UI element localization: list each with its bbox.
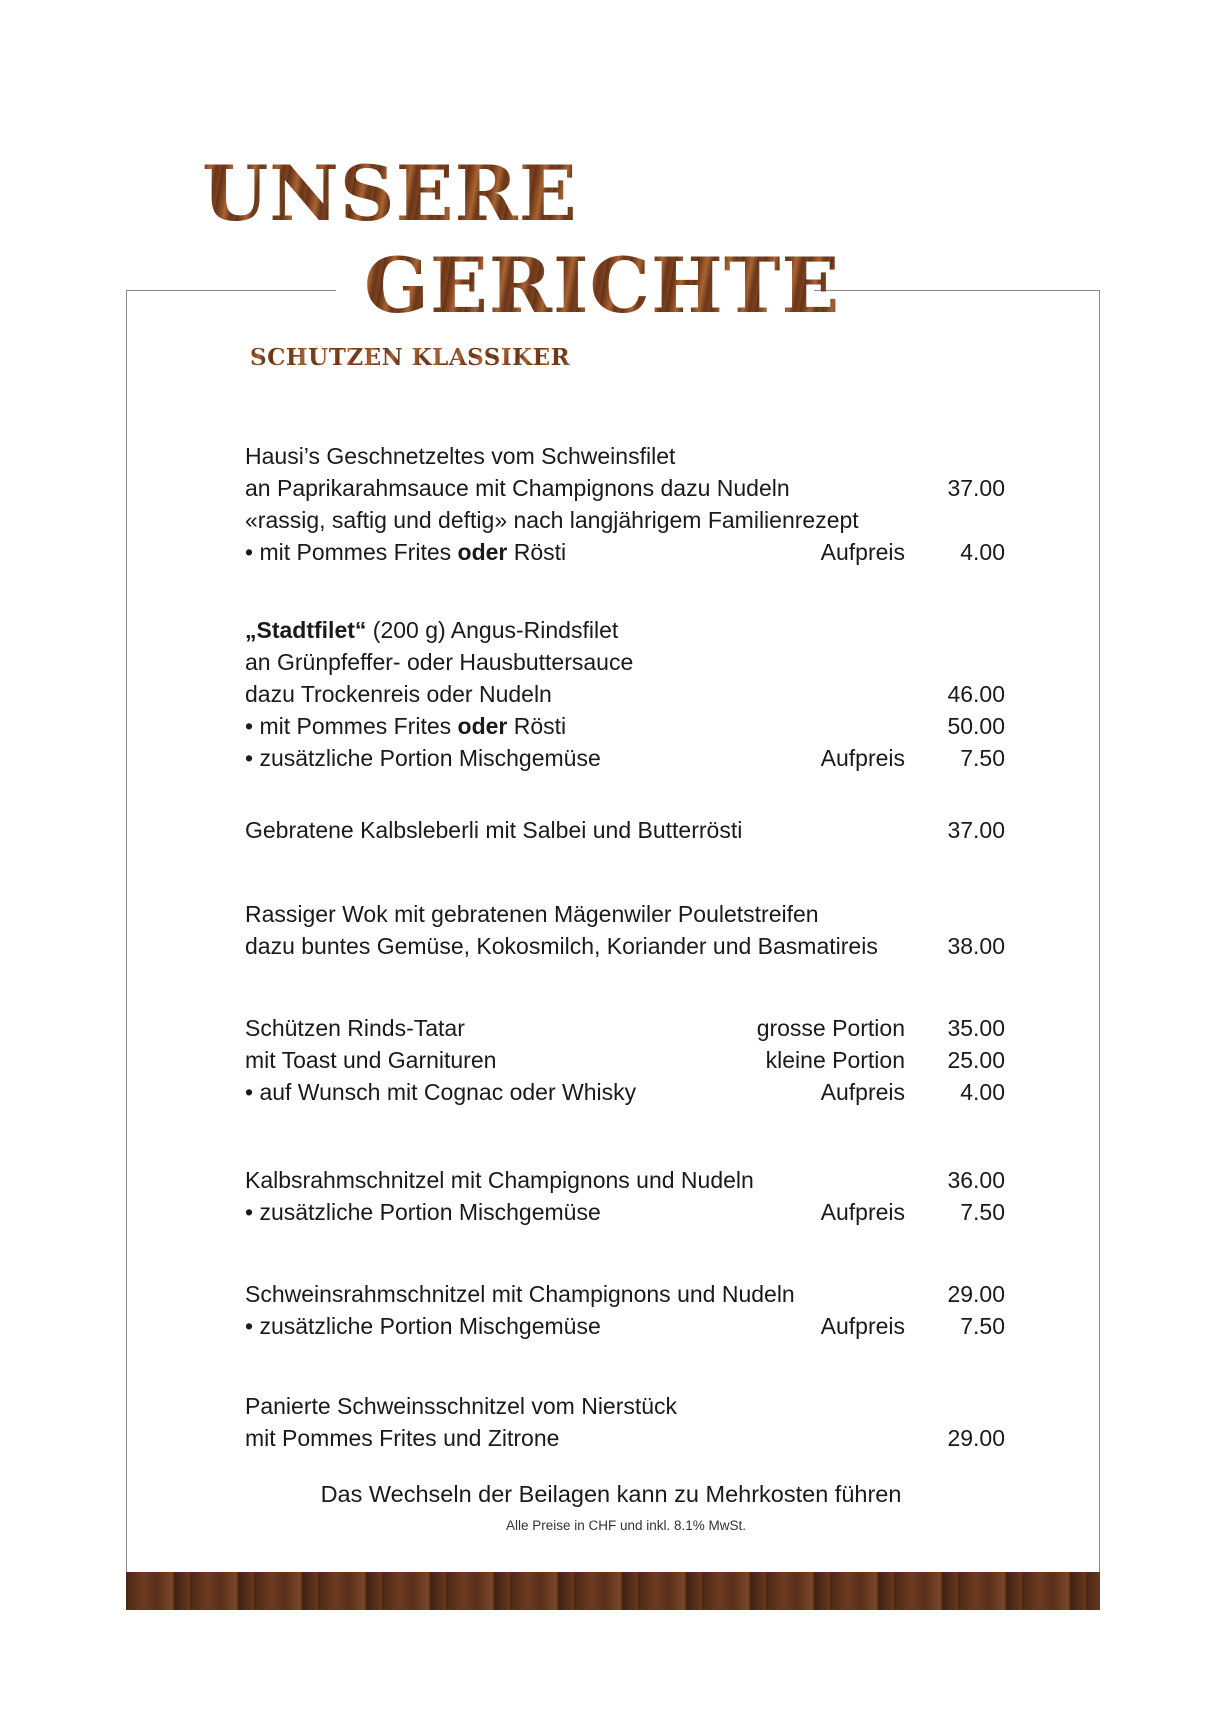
dish-text: „Stadtfilet“ (200 g) Angus-Rindsfilet xyxy=(245,617,619,643)
dish-text: • mit Pommes Frites oder Rösti xyxy=(245,539,567,565)
dish-text: Gebratene Kalbsleberli mit Salbei und Butterrösti xyxy=(245,817,743,843)
dish-text: an Grünpfeffer- oder Hausbuttersauce xyxy=(245,649,634,675)
menu-line xyxy=(245,472,1005,504)
dish-text: • zusätzliche Portion Mischgemüse xyxy=(245,1199,601,1225)
dish-text: mit Toast und Garnituren xyxy=(245,1047,497,1073)
price: 37.00 xyxy=(947,817,1005,843)
price: 4.00 xyxy=(960,1079,1005,1105)
menu-line xyxy=(245,1164,1005,1196)
menu-line xyxy=(245,1390,1005,1422)
menu-line xyxy=(245,1310,1005,1342)
dish-text: Rassiger Wok mit gebratenen Mägenwiler Pouletstreifen xyxy=(245,901,819,927)
menu-line xyxy=(245,678,1005,710)
dish-text: • auf Wunsch mit Cognac oder Whisky xyxy=(245,1079,637,1105)
price: 7.50 xyxy=(960,1313,1005,1339)
surcharge-label: Aufpreis xyxy=(820,745,905,771)
menu-line xyxy=(245,1278,1005,1310)
menu-line xyxy=(245,930,1005,962)
menu-line xyxy=(245,1012,1005,1044)
menu-line xyxy=(245,536,1005,568)
page-title-line-1: UNSERE xyxy=(202,149,578,238)
portion-label: grosse Portion xyxy=(756,1015,905,1041)
dish-text: dazu Trockenreis oder Nudeln xyxy=(245,681,552,707)
surcharge-label: Aufpreis xyxy=(820,1313,905,1339)
menu-line xyxy=(245,742,1005,774)
dish-text: «rassig, saftig und deftig» nach langjährigem Familienrezept xyxy=(245,507,859,533)
price: 37.00 xyxy=(947,475,1005,501)
menu-line xyxy=(245,440,1005,472)
menu-line xyxy=(245,1044,1005,1076)
menu-line xyxy=(245,814,1005,846)
dish-text: • mit Pommes Frites oder Rösti xyxy=(245,713,567,739)
menu-line xyxy=(245,1076,1005,1108)
dish-text: an Paprikarahmsauce mit Champignons dazu Nudeln xyxy=(245,475,790,501)
surcharge-label: Aufpreis xyxy=(820,1199,905,1225)
menu-line xyxy=(245,614,1005,646)
price: 36.00 xyxy=(947,1167,1005,1193)
wood-footer-band xyxy=(126,1572,1100,1610)
dish-text: dazu buntes Gemüse, Kokosmilch, Koriander und Basmatireis xyxy=(245,933,878,959)
price: 7.50 xyxy=(960,1199,1005,1225)
price: 35.00 xyxy=(947,1015,1005,1041)
price: 38.00 xyxy=(947,933,1005,959)
dish-text: Schützen Rinds-Tatar xyxy=(245,1015,465,1041)
price: 29.00 xyxy=(947,1425,1005,1451)
price: 4.00 xyxy=(960,539,1005,565)
menu-line xyxy=(245,1422,1005,1454)
menu-line xyxy=(245,710,1005,742)
price: 46.00 xyxy=(947,681,1005,707)
dish-text: Hausi’s Geschnetzeltes vom Schweinsfilet xyxy=(245,443,676,469)
menu-line xyxy=(245,504,1005,536)
dish-text: mit Pommes Frites und Zitrone xyxy=(245,1425,560,1451)
surcharge-label: Aufpreis xyxy=(820,539,905,565)
price: 25.00 xyxy=(947,1047,1005,1073)
menu-line xyxy=(245,1196,1005,1228)
side-dish-note: Das Wechseln der Beilagen kann zu Mehrkosten führen xyxy=(320,1481,902,1507)
dish-text: Schweinsrahmschnitzel mit Champignons und Nudeln xyxy=(245,1281,795,1307)
page-title-line-2: GERICHTE xyxy=(364,241,841,330)
dish-text: Kalbsrahmschnitzel mit Champignons und Nudeln xyxy=(245,1167,754,1193)
vat-note: Alle Preise in CHF und inkl. 8.1% MwSt. xyxy=(505,1518,747,1533)
price: 50.00 xyxy=(947,713,1005,739)
dish-text: • zusätzliche Portion Mischgemüse xyxy=(245,745,601,771)
menu-line xyxy=(245,646,1005,678)
dish-text: Panierte Schweinsschnitzel vom Nierstück xyxy=(245,1393,678,1419)
price: 29.00 xyxy=(947,1281,1005,1307)
price: 7.50 xyxy=(960,745,1005,771)
portion-label: kleine Portion xyxy=(765,1047,905,1073)
section-title: SCHÜTZEN KLASSIKER xyxy=(250,344,571,371)
menu-line xyxy=(245,898,1005,930)
surcharge-label: Aufpreis xyxy=(820,1079,905,1105)
dish-text: • zusätzliche Portion Mischgemüse xyxy=(245,1313,601,1339)
